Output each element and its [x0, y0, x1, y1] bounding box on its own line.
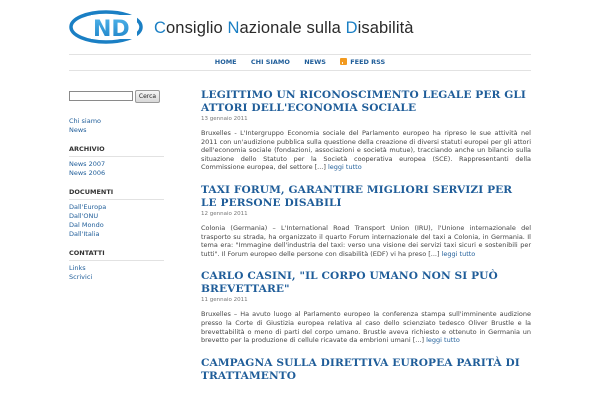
post	[201, 357, 531, 383]
sidebar-link-europa[interactable]: Dall'Europa	[69, 203, 107, 211]
top-links	[69, 117, 164, 135]
site-header	[0, 0, 600, 52]
sidebar-link-scrivici[interactable]: Scrivici	[69, 273, 93, 281]
search-form	[69, 90, 164, 104]
nav-home[interactable]: HOME	[214, 58, 237, 66]
read-more-link[interactable]: leggi tutto	[426, 336, 460, 345]
documenti-heading: DOCUMENTI	[69, 188, 164, 200]
title-seg-2: Nazionale sulla	[227, 19, 346, 37]
title-seg-1: Consiglio	[154, 19, 228, 37]
nav-feed-rss[interactable]: FEED RSS	[340, 58, 385, 66]
main-nav	[69, 54, 531, 71]
search-button[interactable]: Cerca	[135, 90, 160, 103]
sidebar-link-chi-siamo[interactable]: Chi siamo	[69, 117, 102, 125]
post	[201, 89, 531, 172]
nav-news[interactable]: NEWS	[304, 58, 326, 66]
post-title[interactable]: TAXI FORUM, GARANTIRE MIGLIORI SERVIZI PER LE PERSONE DISABILI	[201, 183, 513, 209]
rss-icon	[340, 58, 347, 65]
post-excerpt: Bruxelles – Ha avuto luogo al Parlamento europeo la conferenza stampa sull'imminente audizione presso la Corte di Giustizia europea relativa al caso dello scienziato tedesco Oliver Brustle e la brevettabilità o meno di parti del corpo umano. Brustle aveva richiesto e ottenuto in Germania un brevetto per la produzione di cellule ricavate da embrioni umani [...] leggi tutto	[201, 310, 531, 345]
sidebar-link-onu[interactable]: Dall'ONU	[69, 212, 99, 220]
post-date: 12 gennaio 2011	[201, 210, 248, 217]
archivio-heading: ARCHIVIO	[69, 145, 164, 157]
site-title[interactable]	[154, 19, 414, 38]
read-more-link[interactable]: leggi tutto	[441, 249, 476, 258]
read-more-link[interactable]: leggi tutto	[328, 163, 362, 172]
search-input[interactable]	[69, 91, 133, 101]
title-seg-3: Disabilità	[345, 19, 414, 37]
cnd-logo[interactable]	[69, 9, 145, 45]
nav-chi-siamo[interactable]: CHI SIAMO	[250, 58, 290, 66]
posts-list	[201, 89, 531, 395]
post-title[interactable]: LEGITTIMO UN RICONOSCIMENTO LEGALE PER GLI ATTORI DELL'ECONOMIA SOCIALE	[201, 89, 526, 114]
sidebar	[69, 90, 164, 282]
post-date: 11 gennaio 2011	[201, 297, 248, 304]
post-excerpt: Colonia (Germania) – L'International Road Transport Union (IRU), l'Unione internazionale del trasporto su strada, ha organizzato il quarto Forum internazionale del taxi a Colonia, in Germania. Il tema era: "Immagine dell'industria del taxi: verso una visione dei servizi taxi sicuri e sostenibili per tutti". Il Forum europeo delle persone con disabilità (EDF) vi ha preso [...] leggi tutto	[201, 223, 531, 258]
post-excerpt: Bruxelles - L'Intergruppo Economia sociale del Parlamento europeo ha ripreso le sue attività nel 2011 con un'audizione pubblica sulla questione della creazione di diversi statuti europei per gli attori dell'economia sociale (fondazioni, associazioni e società mutue), tracciando anche un bilancio sulla situazione dello Statuto per la Società cooperativa europea (SCE). Rappresentanti della Commissione europea, del settore [...] leggi tutto	[201, 129, 531, 172]
post-title[interactable]: CAMPAGNA SULLA DIRETTIVA EUROPEA PARITÀ DI TRATTAMENTO	[201, 356, 520, 382]
sidebar-link-news-2007[interactable]: News 2007	[69, 160, 106, 168]
sidebar-link-links[interactable]: Links	[69, 264, 86, 272]
post-date: 13 gennaio 2011	[201, 116, 248, 122]
sidebar-link-news[interactable]: News	[69, 126, 87, 134]
contatti-heading: CONTATTI	[69, 249, 164, 261]
sidebar-link-mondo[interactable]: Dal Mondo	[69, 221, 104, 229]
post	[201, 270, 531, 344]
post-title[interactable]: CARLO CASINI, "IL CORPO UMANO NON SI PUÒ BREVETTARE"	[201, 270, 498, 296]
logo-text: ND	[93, 17, 130, 42]
sidebar-link-news-2006[interactable]: News 2006	[69, 169, 106, 177]
post	[201, 184, 531, 258]
sidebar-link-italia[interactable]: Dall'Italia	[69, 230, 100, 238]
